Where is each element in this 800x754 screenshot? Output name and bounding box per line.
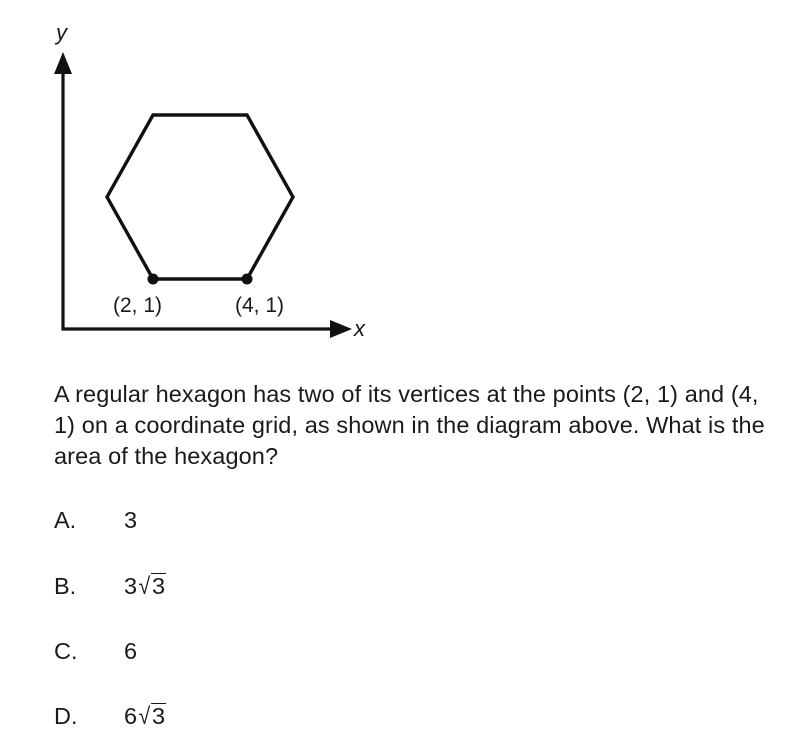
regular-hexagon (107, 115, 293, 279)
coordinate-diagram (0, 0, 800, 360)
choice-coefficient: 3 (124, 507, 138, 533)
point-label-right: (4, 1) (235, 294, 285, 317)
choice-value (124, 505, 137, 535)
square-root (138, 571, 166, 601)
y-axis-label: y (56, 20, 67, 45)
radicand: 3 (151, 703, 166, 729)
y-axis-arrowhead (54, 52, 72, 74)
choice-letter: D. (54, 703, 78, 729)
choice-value (124, 636, 137, 666)
square-root (138, 701, 166, 731)
choice-letter: A. (54, 507, 77, 533)
radicand: 3 (151, 573, 166, 599)
x-axis-label: x (354, 316, 365, 341)
vertex-dot-right (242, 274, 253, 285)
choice-coefficient: 3 (124, 573, 138, 599)
choice-coefficient: 6 (124, 638, 138, 664)
question-text: A regular hexagon has two of its vertices at the points (2, 1) and (4, 1) on a coordinate grid, as shown in the diagram above. What is the area of the hexagon? (54, 381, 765, 469)
radical-sign-icon: √ (138, 703, 151, 729)
point-label-left: (2, 1) (113, 294, 163, 317)
choice-letter: C. (54, 638, 78, 664)
choice-value (124, 571, 166, 601)
x-axis-arrowhead (330, 320, 352, 338)
choice-value (124, 701, 166, 731)
choice-coefficient: 6 (124, 703, 138, 729)
vertex-dot-left (148, 274, 159, 285)
radical-sign-icon: √ (138, 573, 151, 599)
choice-letter: B. (54, 573, 77, 599)
